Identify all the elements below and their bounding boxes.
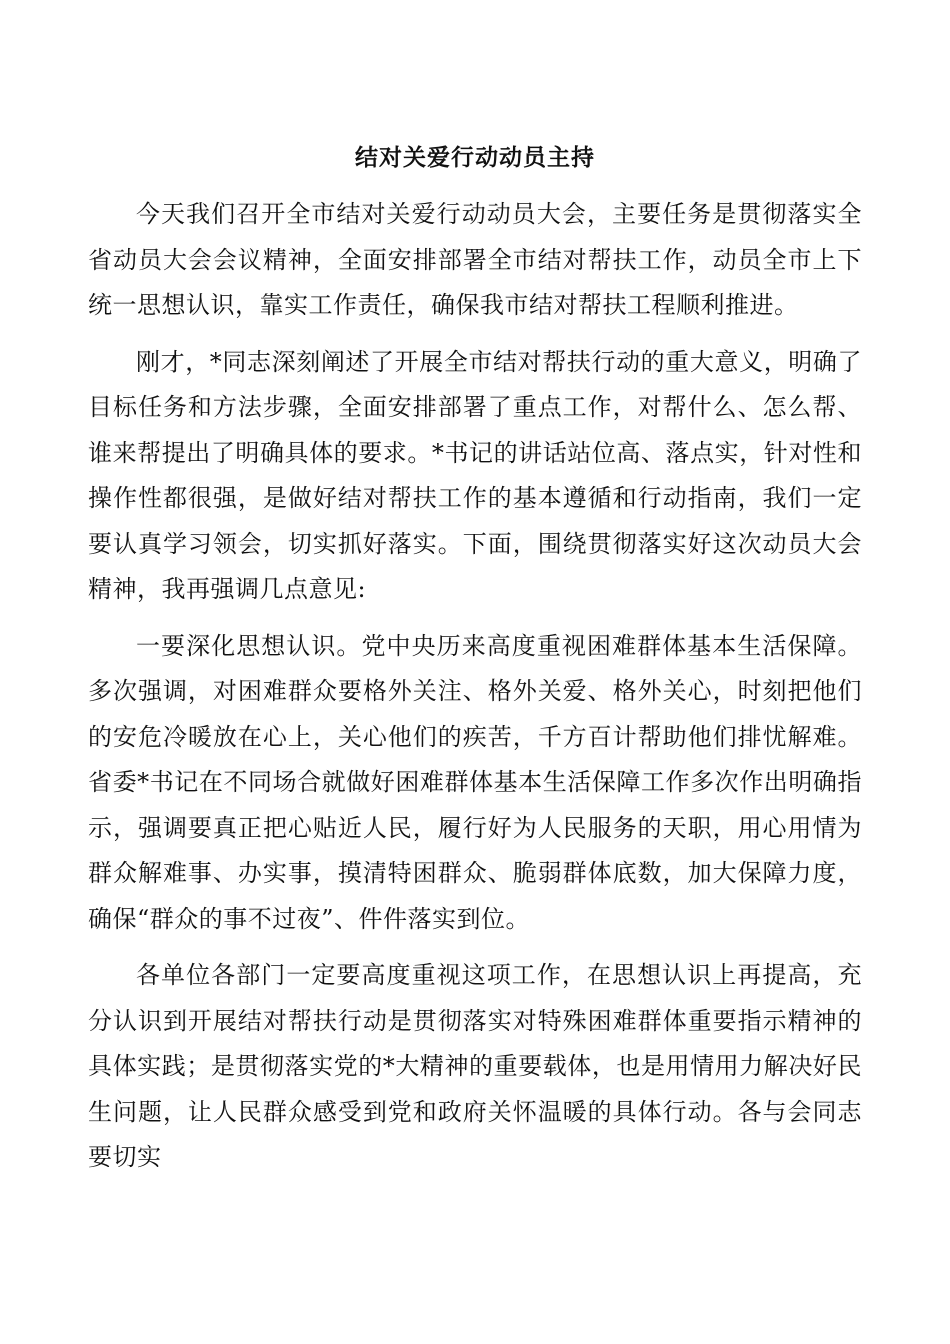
- paragraph-2: 刚才，*同志深刻阐述了开展全市结对帮扶行动的重大意义，明确了目标任务和方法步骤，全面安排部署了重点工作，对帮什么、怎么帮、谁来帮提出了明确具体的要求。*书记的讲话站位高、落点实，针对性和操作性都很强，是做好结对帮扶工作的基本遵循和行动指南，我们一定要认真学习领会，切实抓好落实。下面，围绕贯彻落实好这次动员大会精神，我再强调几点意见:: [88, 347, 862, 603]
- paragraph-1: 今天我们召开全市结对关爱行动动员大会，主要任务是贯彻落实全省动员大会会议精神，全面安排部署全市结对帮扶工作，动员全市上下统一思想认识，靠实工作责任，确保我市结对帮扶工程顺利推进。: [88, 200, 862, 319]
- document-body: [88, 192, 862, 1192]
- paragraph-3: 一要深化思想认识。党中央历来高度重视困难群体基本生活保障。多次强调，对困难群众要格外关注、格外关爱、格外关心，时刻把他们的安危冷暖放在心上，关心他们的疾苦，千方百计帮助他们排忧解难。省委*书记在不同场合就做好困难群体基本生活保障工作多次作出明确指示，强调要真正把心贴近人民，履行好为人民服务的天职，用心用情为群众解难事、办实事，摸清特困群众、脆弱群体底数，加大保障力度，确保“群众的事不过夜”、件件落实到位。: [88, 631, 862, 933]
- document-title: 结对关爱行动动员主持: [355, 144, 595, 171]
- paragraph-4: 各单位各部门一定要高度重视这项工作，在思想认识上再提高，充分认识到开展结对帮扶行动是贯彻落实对特殊困难群体重要指示精神的具体实践；是贯彻落实党的*大精神的重要载体，也是用情用力解决好民生问题，让人民群众感受到党和政府关怀温暖的具体行动。各与会同志要切实: [88, 961, 862, 1171]
